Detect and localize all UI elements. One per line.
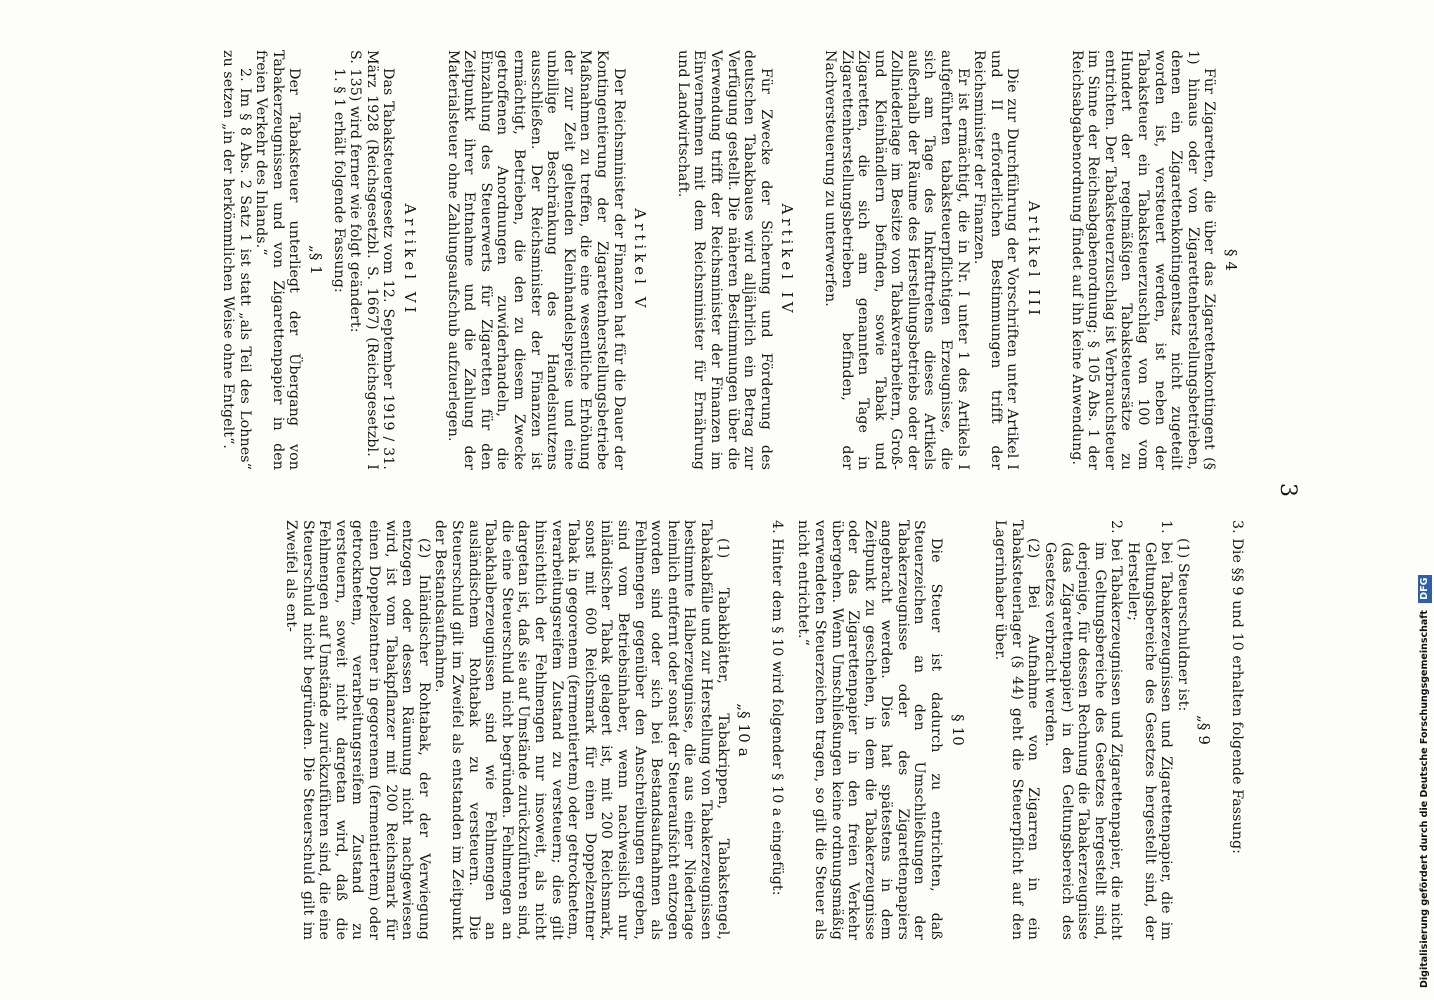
s4-paragraph: Für Zigaretten, die über das Zigarettenkontingent (§ 1) hinaus oder von Zigarettenherstellungsbetrieben, denen ein Zigarettenkontingentsatz nicht zugeteilt worden ist, versteuert werden, ist neben der Tabaksteuer ein Tabaksteuerzuschlag von 100 vom Hundert der regelmäßigen Tabaksteuersätze zu entrichten. Der Tabaksteuerzuschlag ist Verbrauchsteuer im Sinne der Reichsabgabenordnung; § 105 Abs. 1 der Reichsabgabenordnung findet auf ihn keine Anwendung. <box>1068 50 1218 470</box>
article-heading-5: Artikel V <box>631 208 650 312</box>
article-heading-4: Artikel IV <box>778 203 797 317</box>
s9-paragraph-2: (2) Bei Aufnahme von Zigarren in ein Tabaksteuerlager (§ 44) geht die Steuerpflicht auf den Lagerinhaber über. <box>992 520 1042 940</box>
s10-paragraph-1: Die Steuer ist dadurch zu entrichten, daß Steuerzeichen an den Umschließungen der Tabakerzeugnisse oder des Zigarettenpapiers angebracht werden. Dies hat spätestens in dem Zeitpunkt zu geschehen, in dem die Tabakerzeugnisse oder das Zigarettenpapier in den freien Verkehr übergehen. Wenn Umschließungen keine ordnungsmäßig verwendeten Steuerzeichen tragen, so gilt die Steuer als nicht entrichtet.“ <box>795 520 945 940</box>
art5-paragraph-1: Der Reichsminister der Finanzen hat für die Dauer der Kontingentierung der Zigarettenherstellungsbetriebe Maßnahmen zu treffen, die eine wesentliche Erhöhung der zur Zeit geltenden Kleinhandelspreise und eine unbillige Beschränkung des Handelsnutzens ausschließen. Der Reichsminister der Finanzen ist ermächtigt, Betrieben, die den zu diesem Zwecke getroffenen Anordnungen zuwiderhandeln, die Einzahlung des Steuerwerts für Zigaretten für den Zeitpunkt ihrer Entnahme und die Zahlung der Materialsteuer ohne Zahlungsaufschub aufzuerlegen. <box>444 50 627 470</box>
article-heading-3: Artikel III <box>1025 200 1044 320</box>
section-heading-s10a: „§ 10 a <box>735 703 754 757</box>
digitization-note-text: Digitalisierung gefördert durch die Deutsche Forschungsgemeinschaft <box>1419 610 1430 988</box>
section-heading-s4: § 4 <box>1222 248 1240 272</box>
left-column <box>220 50 1245 470</box>
art6-item-1: 1. § 1 erhält folgende Fassung: <box>330 68 347 293</box>
s9-paragraph-1: (1) Steuerschuldner ist: <box>1174 538 1191 712</box>
right-column <box>283 520 1245 940</box>
art6-paragraph-1: Das Tabaksteuergesetz vom 12. September 1919 / 31. März 1928 (Reichsgesetzbl. S. 1667) (Reichsgesetzbl. I S. 135) wird ferner wie folgt geändert: <box>347 50 397 470</box>
page-number: 3 <box>1275 483 1300 497</box>
section-heading-s9: „§ 9 <box>1195 715 1214 745</box>
rotated-page-content <box>105 50 1300 950</box>
art3-paragraph-1: Die zur Durchführung der Vorschriften unter Artikel I und II erforderlichen Bestimmungen trifft der Reichsminister der Finanzen. <box>971 50 1021 470</box>
article-heading-6: Artikel VI <box>401 203 420 317</box>
item-4: 4. Hinter dem § 10 wird folgender § 10 a eingefügt: <box>768 520 785 896</box>
art6-s1-text: Der Tabaksteuer unterliegt der Übergang von Tabakerzeugnissen und von Zigarettenpapier in den freien Verkehr des Inlands.“ <box>253 50 303 470</box>
s9-list-item-1: 1. bei Tabakerzeugnissen und Zigarettenpapier, die im Geltungsbereiche des Gesetzes hergestellt sind, der Hersteller; <box>1125 520 1175 940</box>
item-3: 3. Die §§ 9 und 10 erhalten folgende Fassung: <box>1229 520 1245 855</box>
s10a-paragraph-1: (1) Tabakblätter, Tabakrippen, Tabakstengel, Tabakabfälle und zur Herstellung von Tabakerzeugnissen bestimmte Halberzeugnisse, die aus einer Niederlage heimlich entfernt oder sonst der Steueraufsicht entzogen worden sind oder sich bei Bestandsaufnahmen als Fehlmengen gegenüber den Anschreibungen ergeben, sind vom Betriebsinhaber, wenn nachweislich nur inländischer Tabak gelagert ist, mit 200 Reichsmark, sonst mit 600 Reichsmark für einen Doppelzentner Tabak in gegorenem (fermentiertem) oder getrocknetem, verarbeitungsreifem Zustand zu versteuern; dies gilt hinsichtlich der Fehlmengen nur insoweit, als nicht dargetan ist, daß sie auf Umstände zurückzuführen sind, die eine Steuerschuld nicht begründen. Fehlmengen an Tabakhalberzeugnissen sind wie Fehlmengen an ausländischem Rohtabak zu versteuern. Die Steuerschuld gilt im Zweifel als entstanden im Zeitpunkt der Bestandsaufnahme. <box>432 520 731 940</box>
digitization-note <box>1418 12 1432 988</box>
section-heading-s10: § 10 <box>948 714 967 746</box>
art6-s1-heading: „§ 1 <box>307 245 326 275</box>
dfg-logo: DFG <box>1418 575 1432 603</box>
s9-list-item-2: 2. bei Tabakerzeugnissen und Zigarettenpapier, die nicht im Geltungsbereiche des Gesetzes hergestellt sind, derjenige, für dessen Rechnung die Tabakerzeugnisse (das Zigarettenpapier) in den Geltungsbereich des Gesetzes verbracht werden. <box>1042 520 1125 940</box>
s10a-paragraph-2: (2) Inländischer Rohtabak, der der Verwiegung entzogen oder dessen Räumung nicht nachgewiesen wird, ist vom Tabakpflanzer mit 200 Reichsmark für einen Doppelzentner in gegorenem (fermentiertem) oder getrocknetem, verarbeitungsreifem Zustand zu versteuern, soweit nicht dargetan wird, daß die Fehlmengen auf Umstände zurückzuführen sind, die eine Steuerschuld nicht begründen. Die Steuerschuld gilt im Zweifel als ent- <box>283 520 432 940</box>
art4-paragraph-1: Für Zwecke der Sicherung und Förderung des deutschen Tabakbaues wird alljährlich ein Betrag zur Verfügung gestellt. Die näheren Bestimmungen über die Verwendung trifft der Reichsminister der Finanzen im Einvernehmen mit dem Reichsminister für Ernährung und Landwirtschaft. <box>674 50 774 470</box>
art6-item-2: 2. Im § 8 Abs. 2 Satz 1 ist statt „als Teil des Lohnes“ zu setzen „in der herkömmlichen Weise ohne Entgelt“. <box>220 50 253 470</box>
art3-paragraph-2: Er ist ermächtigt, die in Nr. I unter 1 des Artikels I aufgeführten tabaksteuerpflichtigen Erzeugnisse, die sich am Tage des Inkrafttretens dieses Artikels außerhalb der Räume des Herstellungsbetriebs oder der Zollniederlage im Besitze von Tabakverarbeitern, Groß- und Kleinhändlern befinden, sowie Tabak und Zigaretten, die sich am genannten Tage in Zigarettenherstellungsbetrieben befinden, der Nachversteuerung zu unterwerfen. <box>821 50 971 470</box>
